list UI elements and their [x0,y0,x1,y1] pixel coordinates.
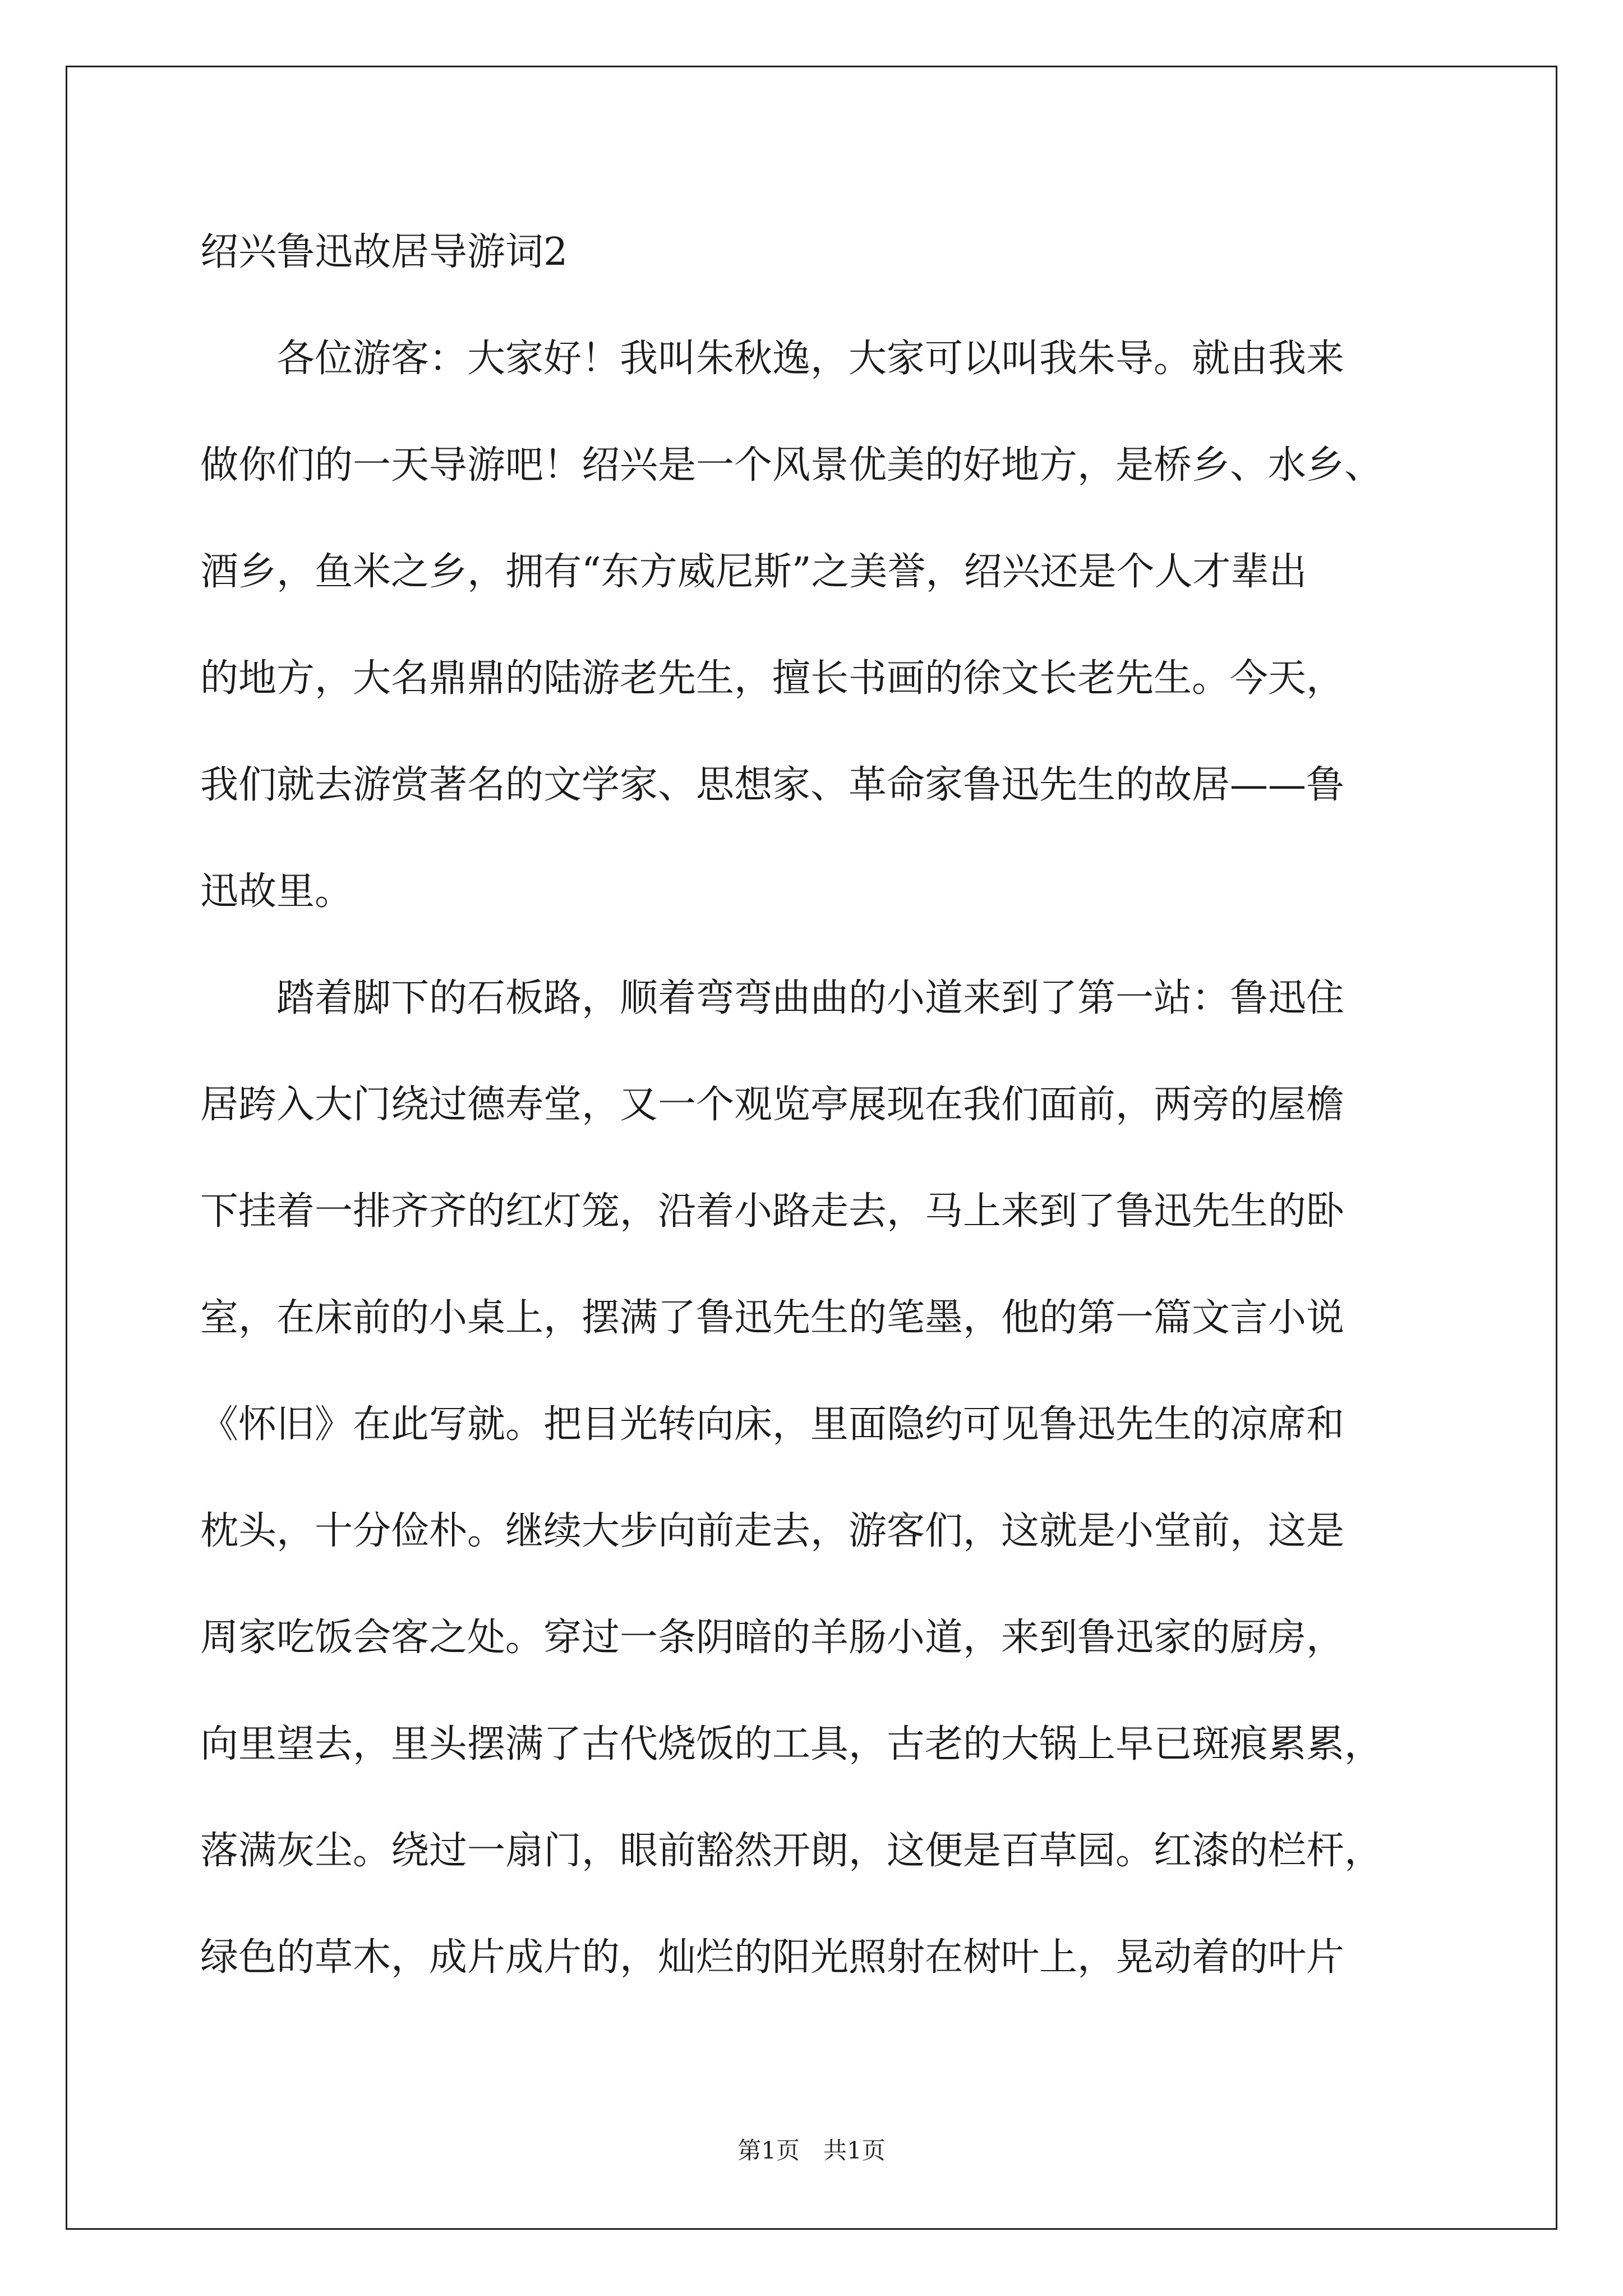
body-line: 酒乡，鱼米之乡，拥有“东方威尼斯”之美誉，绍兴还是个人才辈出 [200,550,1307,594]
body-line: 室，在床前的小桌上，摆满了鲁迅先生的笔墨，他的第一篇文言小说 [200,1296,1345,1340]
body-line: 落满灰尘。绕过一扇门，眼前豁然开朗，这便是百草园。红漆的栏杆， [200,1829,1383,1873]
document-title: 绍兴鲁迅故居导游词2 [200,230,568,274]
body-line: 周家吃饭会客之处。穿过一条阴暗的羊肠小道，来到鲁迅家的厨房， [200,1616,1345,1660]
body-line: 踏着脚下的石板路，顺着弯弯曲曲的小道来到了第一站：鲁迅住 [200,976,1345,1020]
body-line: 《怀旧》在此写就。把目光转向床，里面隐约可见鲁迅先生的凉席和 [200,1402,1345,1447]
page-footer: 第1页 共1页 [737,2137,886,2164]
body-line: 的地方，大名鼎鼎的陆游老先生，擅长书画的徐文长老先生。今天， [200,656,1345,701]
body-line: 向里望去，里头摆满了古代烧饭的工具，古老的大锅上早已斑痕累累， [200,1722,1383,1766]
body-line: 下挂着一排齐齐的红灯笼，沿着小路走去，马上来到了鲁迅先生的卧 [200,1189,1345,1234]
body-line: 迅故里。 [200,869,353,914]
body-line: 各位游客：大家好！我叫朱秋逸，大家可以叫我朱导。就由我来 [200,337,1345,381]
body-line: 做你们的一天导游吧！绍兴是一个风景优美的好地方，是桥乡、水乡、 [200,443,1383,487]
page-border [66,66,1557,2230]
body-line: 居跨入大门绕过德寿堂，又一个观览亭展现在我们面前，两旁的屋檐 [200,1083,1345,1127]
body-line: 枕头，十分俭朴。继续大步向前走去，游客们，这就是小堂前，这是 [200,1509,1345,1553]
body-line: 绿色的草木，成片成片的，灿烂的阳光照射在树叶上，晃动着的叶片 [200,1935,1345,1980]
body-line: 我们就去游赏著名的文学家、思想家、革命家鲁迅先生的故居——鲁 [200,763,1345,807]
